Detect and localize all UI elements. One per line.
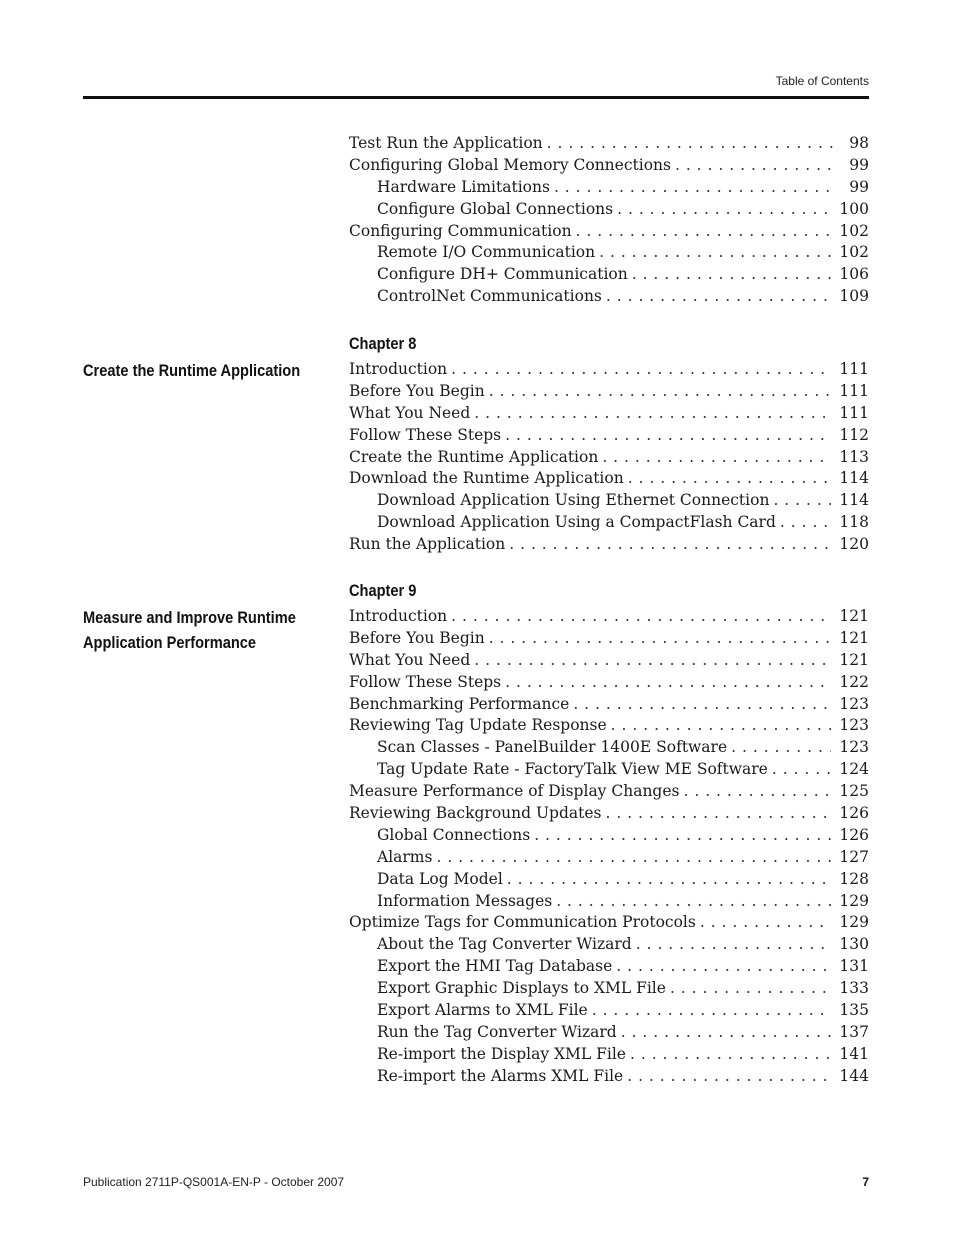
- toc-entry: [349, 738, 869, 760]
- dot-leader: [505, 426, 831, 444]
- dot-leader: [773, 491, 831, 509]
- toc-entry-title: Benchmarking Performance: [349, 694, 570, 713]
- dot-leader: [628, 469, 832, 487]
- toc-entry-page: 106: [839, 265, 869, 284]
- dot-leader: [683, 782, 831, 800]
- toc-entry-page: 131: [839, 957, 869, 976]
- dot-leader: [547, 134, 837, 152]
- dot-leader: [700, 913, 832, 931]
- toc-entry-title: Configuring Global Memory Connections: [349, 155, 671, 174]
- dot-leader: [489, 629, 832, 647]
- chapter-9-label: Chapter 9: [349, 581, 417, 600]
- toc-entry-page: 122: [839, 672, 869, 691]
- toc-entry-page: 111: [839, 381, 869, 400]
- toc-entry-page: 123: [839, 716, 869, 735]
- page-number: 7: [862, 1175, 869, 1189]
- dot-leader: [573, 695, 831, 713]
- toc-entry: [349, 491, 869, 513]
- toc-entry: [349, 382, 869, 404]
- toc-entry-page: 144: [839, 1066, 869, 1085]
- toc-entry: [349, 673, 869, 695]
- dot-leader: [670, 979, 831, 997]
- chapter-9-title-line-1: Measure and Improve Runtime: [83, 608, 296, 627]
- dot-leader: [630, 1045, 831, 1063]
- toc-entry-title: Scan Classes - PanelBuilder 1400E Software: [377, 738, 728, 757]
- toc-entry: [349, 1045, 869, 1067]
- toc-entry-page: 112: [839, 425, 869, 444]
- toc-entry-title: Follow These Steps: [349, 672, 502, 691]
- toc-entry-title: Hardware Limitations: [377, 177, 550, 196]
- toc-entry-page: 123: [839, 738, 869, 757]
- toc-entry: [349, 607, 869, 629]
- toc-entry-title: Data Log Model: [377, 869, 503, 888]
- toc-entry: [349, 913, 869, 935]
- toc-entry-page: 99: [849, 155, 869, 174]
- toc-entry-title: Create the Runtime Application: [349, 447, 599, 466]
- dot-leader: [554, 178, 837, 196]
- toc-entry-page: 129: [839, 913, 869, 932]
- toc-entry-title: Optimize Tags for Communication Protocols: [349, 913, 696, 932]
- dot-leader: [599, 243, 831, 261]
- toc-entry-page: 120: [839, 535, 869, 554]
- toc-entry-title: Reviewing Background Updates: [349, 804, 602, 823]
- toc-entry-title: Before You Begin: [349, 381, 485, 400]
- toc-entry-title: Test Run the Application: [349, 134, 543, 152]
- header-rule: [83, 96, 869, 99]
- toc-entry-title: Tag Update Rate - FactoryTalk View ME Software: [377, 760, 768, 779]
- toc-entry-title: Download Application Using a CompactFlash Card: [377, 513, 776, 532]
- dot-leader: [451, 360, 831, 378]
- chapter-9-title-line-2: Application Performance: [83, 633, 257, 652]
- toc-entry: [349, 469, 869, 491]
- toc-entry: [349, 716, 869, 738]
- dot-leader: [621, 1023, 832, 1041]
- toc-entry-title: Export Alarms to XML File: [377, 1001, 588, 1020]
- toc-entry-title: Before You Begin: [349, 628, 485, 647]
- toc-entry: [349, 651, 869, 673]
- dot-leader: [616, 957, 831, 975]
- toc-entry-title: Configure DH+ Communication: [377, 265, 628, 284]
- dot-leader: [436, 848, 831, 866]
- dot-leader: [617, 200, 831, 218]
- dot-leader: [605, 804, 831, 822]
- dot-leader: [576, 222, 832, 240]
- toc-entry-page: 126: [839, 825, 869, 844]
- toc-entry-page: 135: [839, 1001, 869, 1020]
- toc-entry: [349, 804, 869, 826]
- toc-entry-page: 121: [839, 628, 869, 647]
- toc-entry-page: 121: [839, 607, 869, 625]
- dot-leader: [592, 1001, 832, 1019]
- toc-entry: [349, 134, 869, 156]
- toc-entry-page: 125: [839, 782, 869, 801]
- toc-entry-title: Alarms: [377, 847, 433, 866]
- toc-entry: [349, 448, 869, 470]
- toc-entry: [349, 156, 869, 178]
- toc-entry: [349, 222, 869, 244]
- toc-entry-page: 124: [839, 760, 869, 779]
- toc-entry-page: 141: [839, 1044, 869, 1063]
- dot-leader: [556, 892, 831, 910]
- dot-leader: [627, 1067, 831, 1085]
- toc-entry-title: Configuring Communication: [349, 221, 572, 240]
- dot-leader: [489, 382, 832, 400]
- toc-entry-page: 123: [839, 694, 869, 713]
- toc-entry-title: Export the HMI Tag Database: [377, 957, 613, 976]
- toc-entry-title: Re-import the Alarms XML File: [377, 1066, 624, 1085]
- dot-leader: [474, 651, 831, 669]
- chapter-8-title-line-1: Create the Runtime Application: [83, 361, 301, 380]
- toc-entry-title: Reviewing Tag Update Response: [349, 716, 607, 735]
- toc-entry: [349, 892, 869, 914]
- toc-continued: [349, 134, 869, 309]
- toc-entry-page: 130: [839, 935, 869, 954]
- toc-entry-page: 127: [839, 847, 869, 866]
- toc-entry-page: 109: [839, 287, 869, 306]
- toc-entry-page: 100: [839, 199, 869, 218]
- toc-entry-title: Download the Runtime Application: [349, 469, 624, 488]
- toc-entry: [349, 870, 869, 892]
- toc-entry: [349, 695, 869, 717]
- toc-chapter-8: [349, 360, 869, 557]
- toc-entry-title: Re-import the Display XML File: [377, 1044, 626, 1063]
- toc-entry-page: 133: [839, 979, 869, 998]
- toc-entry-page: 118: [839, 513, 869, 532]
- toc-entry-page: 128: [839, 869, 869, 888]
- toc-entry-title: Information Messages: [377, 891, 553, 910]
- toc-entry-title: Export Graphic Displays to XML File: [377, 979, 666, 998]
- dot-leader: [451, 607, 831, 625]
- dot-leader: [772, 760, 832, 778]
- toc-entry-page: 102: [839, 243, 869, 262]
- toc-chapter-9: [349, 607, 869, 1089]
- toc-entry-title: Run the Application: [349, 535, 506, 554]
- toc-entry-title: Download Application Using Ethernet Connection: [377, 491, 770, 510]
- toc-entry-title: What You Need: [349, 650, 471, 669]
- dot-leader: [602, 448, 831, 466]
- toc-entry-title: What You Need: [349, 403, 471, 422]
- dot-leader: [731, 738, 831, 756]
- toc-entry: [349, 935, 869, 957]
- toc-entry-title: Global Connections: [377, 825, 531, 844]
- toc-entry-page: 99: [849, 177, 869, 196]
- dot-leader: [507, 870, 832, 888]
- toc-entry: [349, 1067, 869, 1089]
- dot-leader: [606, 287, 832, 305]
- dot-leader: [611, 716, 832, 734]
- toc-entry-page: 113: [839, 447, 869, 466]
- toc-entry: [349, 1023, 869, 1045]
- toc-entry-title: Introduction: [349, 360, 448, 378]
- dot-leader: [509, 535, 831, 553]
- chapter-8-label: Chapter 8: [349, 334, 417, 353]
- toc-entry-title: About the Tag Converter Wizard: [377, 935, 632, 954]
- dot-leader: [505, 673, 831, 691]
- toc-entry-page: 126: [839, 804, 869, 823]
- dot-leader: [474, 404, 831, 422]
- toc-entry: [349, 782, 869, 804]
- toc-entry: [349, 760, 869, 782]
- toc-entry: [349, 513, 869, 535]
- toc-entry-page: 98: [849, 134, 869, 152]
- toc-entry: [349, 243, 869, 265]
- toc-entry: [349, 979, 869, 1001]
- toc-entry: [349, 404, 869, 426]
- toc-entry: [349, 360, 869, 382]
- toc-entry-page: 129: [839, 891, 869, 910]
- toc-entry: [349, 178, 869, 200]
- toc-entry: [349, 629, 869, 651]
- toc-entry-page: 114: [839, 491, 869, 510]
- toc-entry-title: Introduction: [349, 607, 448, 625]
- toc-entry-page: 114: [839, 469, 869, 488]
- toc-entry-page: 121: [839, 650, 869, 669]
- toc-entry: [349, 287, 869, 309]
- toc-entry-title: Run the Tag Converter Wizard: [377, 1022, 617, 1041]
- toc-entry-page: 102: [839, 221, 869, 240]
- toc-entry: [349, 265, 869, 287]
- toc-entry-title: Follow These Steps: [349, 425, 502, 444]
- toc-entry: [349, 826, 869, 848]
- dot-leader: [534, 826, 831, 844]
- dot-leader: [636, 935, 832, 953]
- toc-entry-title: Measure Performance of Display Changes: [349, 782, 680, 801]
- dot-leader: [675, 156, 837, 174]
- toc-entry-title: Remote I/O Communication: [377, 243, 596, 262]
- toc-entry: [349, 535, 869, 557]
- toc-entry: [349, 426, 869, 448]
- toc-entry: [349, 200, 869, 222]
- toc-entry: [349, 848, 869, 870]
- toc-entry: [349, 1001, 869, 1023]
- toc-entry: [349, 957, 869, 979]
- toc-entry-page: 111: [839, 360, 869, 378]
- toc-entry-title: ControlNet Communications: [377, 287, 602, 306]
- toc-entry-title: Configure Global Connections: [377, 199, 614, 218]
- toc-entry-page: 137: [839, 1022, 869, 1041]
- running-header: Table of Contents: [775, 74, 869, 88]
- toc-entry-page: 111: [839, 403, 869, 422]
- publication-footer: Publication 2711P-QS001A-EN-P - October 2007: [83, 1175, 345, 1189]
- dot-leader: [780, 513, 832, 531]
- dot-leader: [632, 265, 832, 283]
